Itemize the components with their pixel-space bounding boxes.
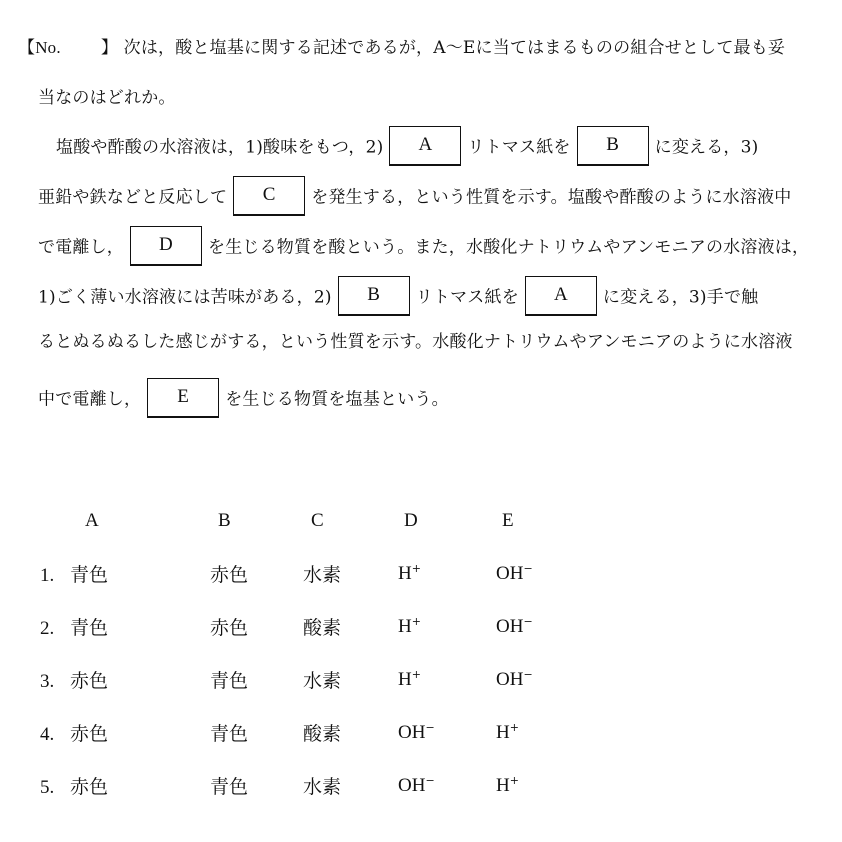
- option-a-value: 赤色: [70, 670, 109, 692]
- question-stem-text: 次は，酸と塩基に関する記述であるが，A～Eに当てはまるものの組合せとして最も妥: [123, 38, 786, 58]
- option-b-value: 赤色: [210, 564, 249, 586]
- ion-base: H: [398, 669, 412, 690]
- passage-line-4: [38, 278, 758, 318]
- question-stem-text-2: 当なのはどれか。: [38, 88, 176, 108]
- ion-charge: +: [411, 615, 421, 628]
- ion-base: H: [496, 722, 510, 743]
- option-number: 1.: [40, 565, 55, 586]
- blank-box-a: A: [389, 126, 461, 166]
- passage-text: を発生する，という性質を示す。塩酸や酢酸のように水溶液中: [311, 187, 792, 208]
- ion-base: OH: [398, 722, 426, 743]
- option-a-value: 赤色: [70, 723, 109, 745]
- passage-text: リトマス紙を: [467, 137, 571, 158]
- option-d-value: [396, 600, 494, 653]
- ion-charge: +: [411, 668, 421, 681]
- ion-charge: +: [509, 774, 519, 787]
- column-header-e: E: [502, 509, 514, 531]
- option-b-value: 青色: [210, 670, 249, 692]
- passage-line-1: [56, 128, 758, 168]
- option-b-value: 青色: [210, 776, 249, 798]
- column-header-d: D: [404, 509, 418, 531]
- option-row-2[interactable]: [40, 600, 582, 653]
- option-c-value: 水素: [303, 776, 342, 798]
- options-header-row: [40, 494, 582, 547]
- option-d-value: [396, 759, 494, 812]
- option-c-value: 酸素: [303, 723, 342, 745]
- ion-base: OH: [496, 563, 524, 584]
- passage-text: に変える，3)手で触: [602, 287, 759, 308]
- passage-line-2: [38, 178, 791, 218]
- option-a-value: 青色: [70, 564, 109, 586]
- option-a-value: 赤色: [70, 776, 109, 798]
- ion-base: H: [398, 616, 412, 637]
- ion-charge: −: [523, 562, 533, 575]
- passage-text: るとぬるぬるした感じがする，という性質を示す。水酸化ナトリウムやアンモニアのように水溶液: [38, 332, 793, 352]
- blank-box-a-2: A: [525, 276, 597, 316]
- question-number-close: 】: [100, 38, 119, 58]
- ion-base: OH: [496, 669, 524, 690]
- passage-text: に変える，3): [654, 137, 759, 158]
- option-b-value: 赤色: [210, 617, 249, 639]
- option-number: 2.: [40, 618, 55, 639]
- blank-box-d: D: [130, 226, 202, 266]
- option-e-value: [494, 759, 582, 812]
- ion-base: H: [496, 775, 510, 796]
- option-d-value: [396, 653, 494, 706]
- ion-charge: +: [411, 562, 421, 575]
- passage-text: リトマス紙を: [415, 287, 519, 308]
- ion-charge: −: [425, 721, 435, 734]
- question-number-open: 【No.: [18, 38, 61, 57]
- blank-box-b: B: [577, 126, 649, 166]
- passage-text: 1)ごく薄い水溶液には苦味がある，2): [38, 287, 332, 308]
- option-d-value: [396, 547, 494, 600]
- passage-line-5: [38, 330, 793, 354]
- passage-text: で電離し，: [38, 237, 124, 258]
- option-e-value: [494, 706, 582, 759]
- passage-text: 塩酸や酢酸の水溶液は，1)酸味をもつ，2): [56, 137, 384, 158]
- option-row-5[interactable]: [40, 759, 582, 812]
- ion-base: OH: [398, 775, 426, 796]
- option-e-value: [494, 547, 582, 600]
- option-number: 3.: [40, 671, 55, 692]
- answer-options-table: [40, 494, 582, 812]
- passage-text: 中で電離し，: [38, 389, 142, 410]
- passage-text: を生じる物質を塩基という。: [225, 389, 449, 410]
- question-stem-line-1: [18, 36, 785, 60]
- passage-text: 亜鉛や鉄などと反応して: [38, 187, 228, 208]
- option-a-value: 青色: [70, 617, 109, 639]
- ion-charge: −: [425, 774, 435, 787]
- option-number: 5.: [40, 777, 55, 798]
- ion-base: OH: [496, 616, 524, 637]
- option-row-1[interactable]: [40, 547, 582, 600]
- ion-charge: +: [509, 721, 519, 734]
- option-c-value: 酸素: [303, 617, 342, 639]
- passage-line-3: [38, 228, 809, 268]
- option-e-value: [494, 653, 582, 706]
- option-c-value: 水素: [303, 670, 342, 692]
- column-header-b: B: [218, 509, 231, 531]
- option-c-value: 水素: [303, 564, 342, 586]
- ion-charge: −: [523, 668, 533, 681]
- column-header-c: C: [311, 509, 324, 531]
- blank-box-c: C: [233, 176, 305, 216]
- column-header-a: A: [85, 509, 99, 531]
- option-row-3[interactable]: [40, 653, 582, 706]
- question-stem-line-2: [38, 86, 176, 110]
- blank-box-e: E: [147, 378, 219, 418]
- blank-box-b-2: B: [338, 276, 410, 316]
- ion-base: H: [398, 563, 412, 584]
- option-e-value: [494, 600, 582, 653]
- option-d-value: [396, 706, 494, 759]
- ion-charge: −: [523, 615, 533, 628]
- option-b-value: 青色: [210, 723, 249, 745]
- option-number: 4.: [40, 724, 55, 745]
- passage-text: を生じる物質を酸という。また，水酸化ナトリウムやアンモニアの水溶液は，: [208, 237, 810, 258]
- option-row-4[interactable]: [40, 706, 582, 759]
- passage-line-6: [38, 380, 449, 420]
